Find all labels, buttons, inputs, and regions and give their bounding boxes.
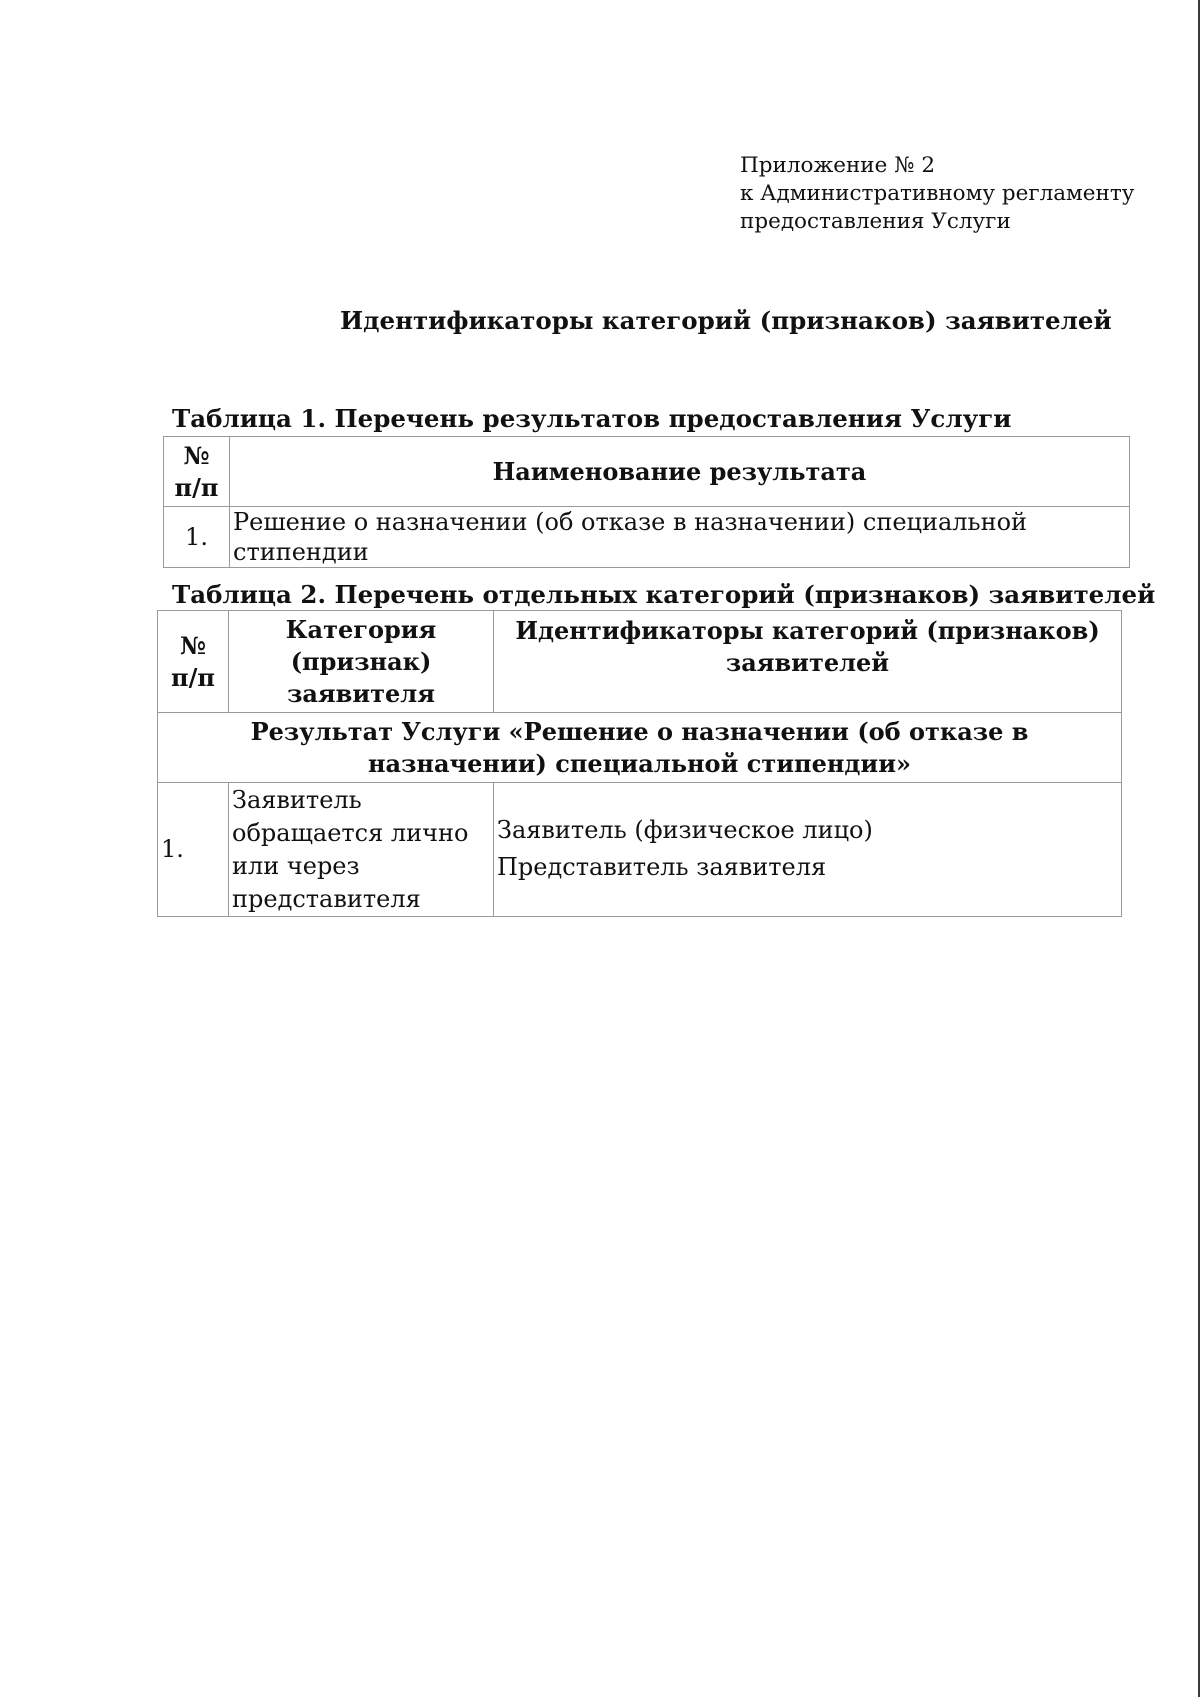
appendix-note bbox=[740, 152, 1134, 236]
results-table bbox=[163, 436, 1130, 568]
header-result-name: Наименование результата bbox=[230, 437, 1130, 507]
row-result-name: Решение о назначении (об отказе в назначении) специальной стипендии bbox=[230, 507, 1130, 568]
result-group-header: Результат Услуги «Решение о назначении (об отказе в назначении) специальной стипендии» bbox=[158, 713, 1122, 783]
row-number: 1. bbox=[164, 507, 230, 568]
row-category: Заявитель обращается лично или через представителя bbox=[229, 783, 494, 917]
header-number-label: № п/п bbox=[174, 440, 219, 502]
identifier-item: Представитель заявителя bbox=[497, 852, 827, 881]
table-header-row bbox=[164, 437, 1130, 507]
appendix-line-2: к Административному регламенту bbox=[740, 181, 1135, 206]
header-number bbox=[164, 437, 230, 507]
header-identifiers: Идентификаторы категорий (признаков) заявителей bbox=[494, 611, 1122, 713]
appendix-line-3: предоставления Услуги bbox=[740, 209, 1011, 234]
document-title: Идентификаторы категорий (признаков) заявителей bbox=[340, 306, 1112, 335]
header-number bbox=[158, 611, 229, 713]
categories-table bbox=[157, 610, 1122, 917]
table1-caption: Таблица 1. Перечень результатов предоставления Услуги bbox=[172, 404, 1012, 433]
table2-caption: Таблица 2. Перечень отдельных категорий (признаков) заявителей bbox=[172, 580, 1156, 609]
row-identifiers bbox=[494, 783, 1122, 917]
table-row bbox=[158, 783, 1122, 917]
header-category: Категория (признак) заявителя bbox=[229, 611, 494, 713]
table-header-row bbox=[158, 611, 1122, 713]
row-number: 1. bbox=[158, 783, 229, 917]
header-number-label: № п/п bbox=[171, 630, 215, 692]
identifier-item: Заявитель (физическое лицо) bbox=[497, 815, 873, 844]
appendix-line-1: Приложение № 2 bbox=[740, 153, 936, 178]
table-row bbox=[164, 507, 1130, 568]
group-header-row bbox=[158, 713, 1122, 783]
